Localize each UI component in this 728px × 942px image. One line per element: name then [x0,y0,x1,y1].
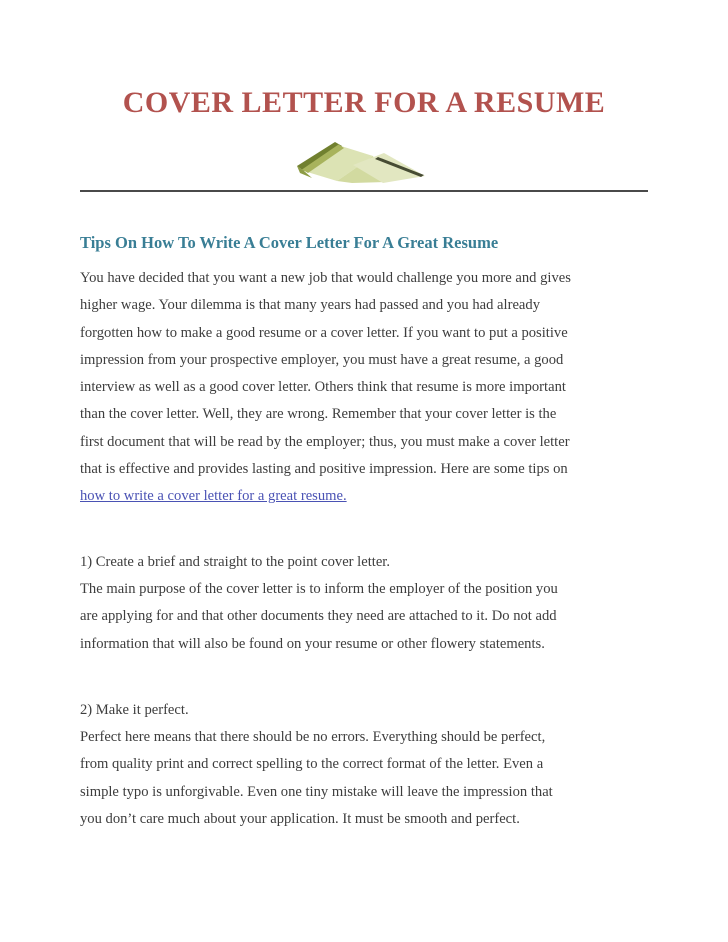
section-heading: Tips On How To Write A Cover Letter For A Great Resume [80,233,499,252]
document-page [0,84,728,942]
intro-paragraph: You have decided that you want a new job that would challenge you more and gives higher wage. Your dilemma is that many years had passed and you had already forgotten how to make a good resume or a cover letter. If you want to put a positive impression from your prospective employer, you must have a great resume, a good interview as well as a good cover letter. Others think that resume is more important than the cover letter. Well, they are wrong. Remember that your cover letter is the first document that will be read by the employer; thus, you must make a cover letter that is effective and provides lasting and positive impression. Here are some tips on [80,270,571,478]
paper-airplane-icon [289,136,439,186]
horizontal-divider [80,190,648,192]
tip-1-heading: 1) Create a brief and straight to the point cover letter. [80,553,391,570]
tip-2-body: Perfect here means that there should be no errors. Everything should be perfect, from quality print and correct spelling to the correct format of the letter. Even a simple typo is unforgivable. Even one tiny mistake will leave the impression that you don’t care much about your application. It must be smooth and perfect. [80,729,553,828]
paper-airplane-illustration [80,136,648,186]
page-title: COVER LETTER FOR A RESUME [122,86,606,119]
tip-2-heading: 2) Make it perfect. [80,701,189,718]
tip-1-body: The main purpose of the cover letter is to inform the employer of the position you are applying for and that other documents they need are attached to it. Do not add information that will also be found on your resume or other flowery statements. [80,580,558,652]
tip-section-2 [80,697,648,833]
intro-hyperlink[interactable]: how to write a cover letter for a great resume. [80,488,347,505]
tip-section-1 [80,549,648,658]
